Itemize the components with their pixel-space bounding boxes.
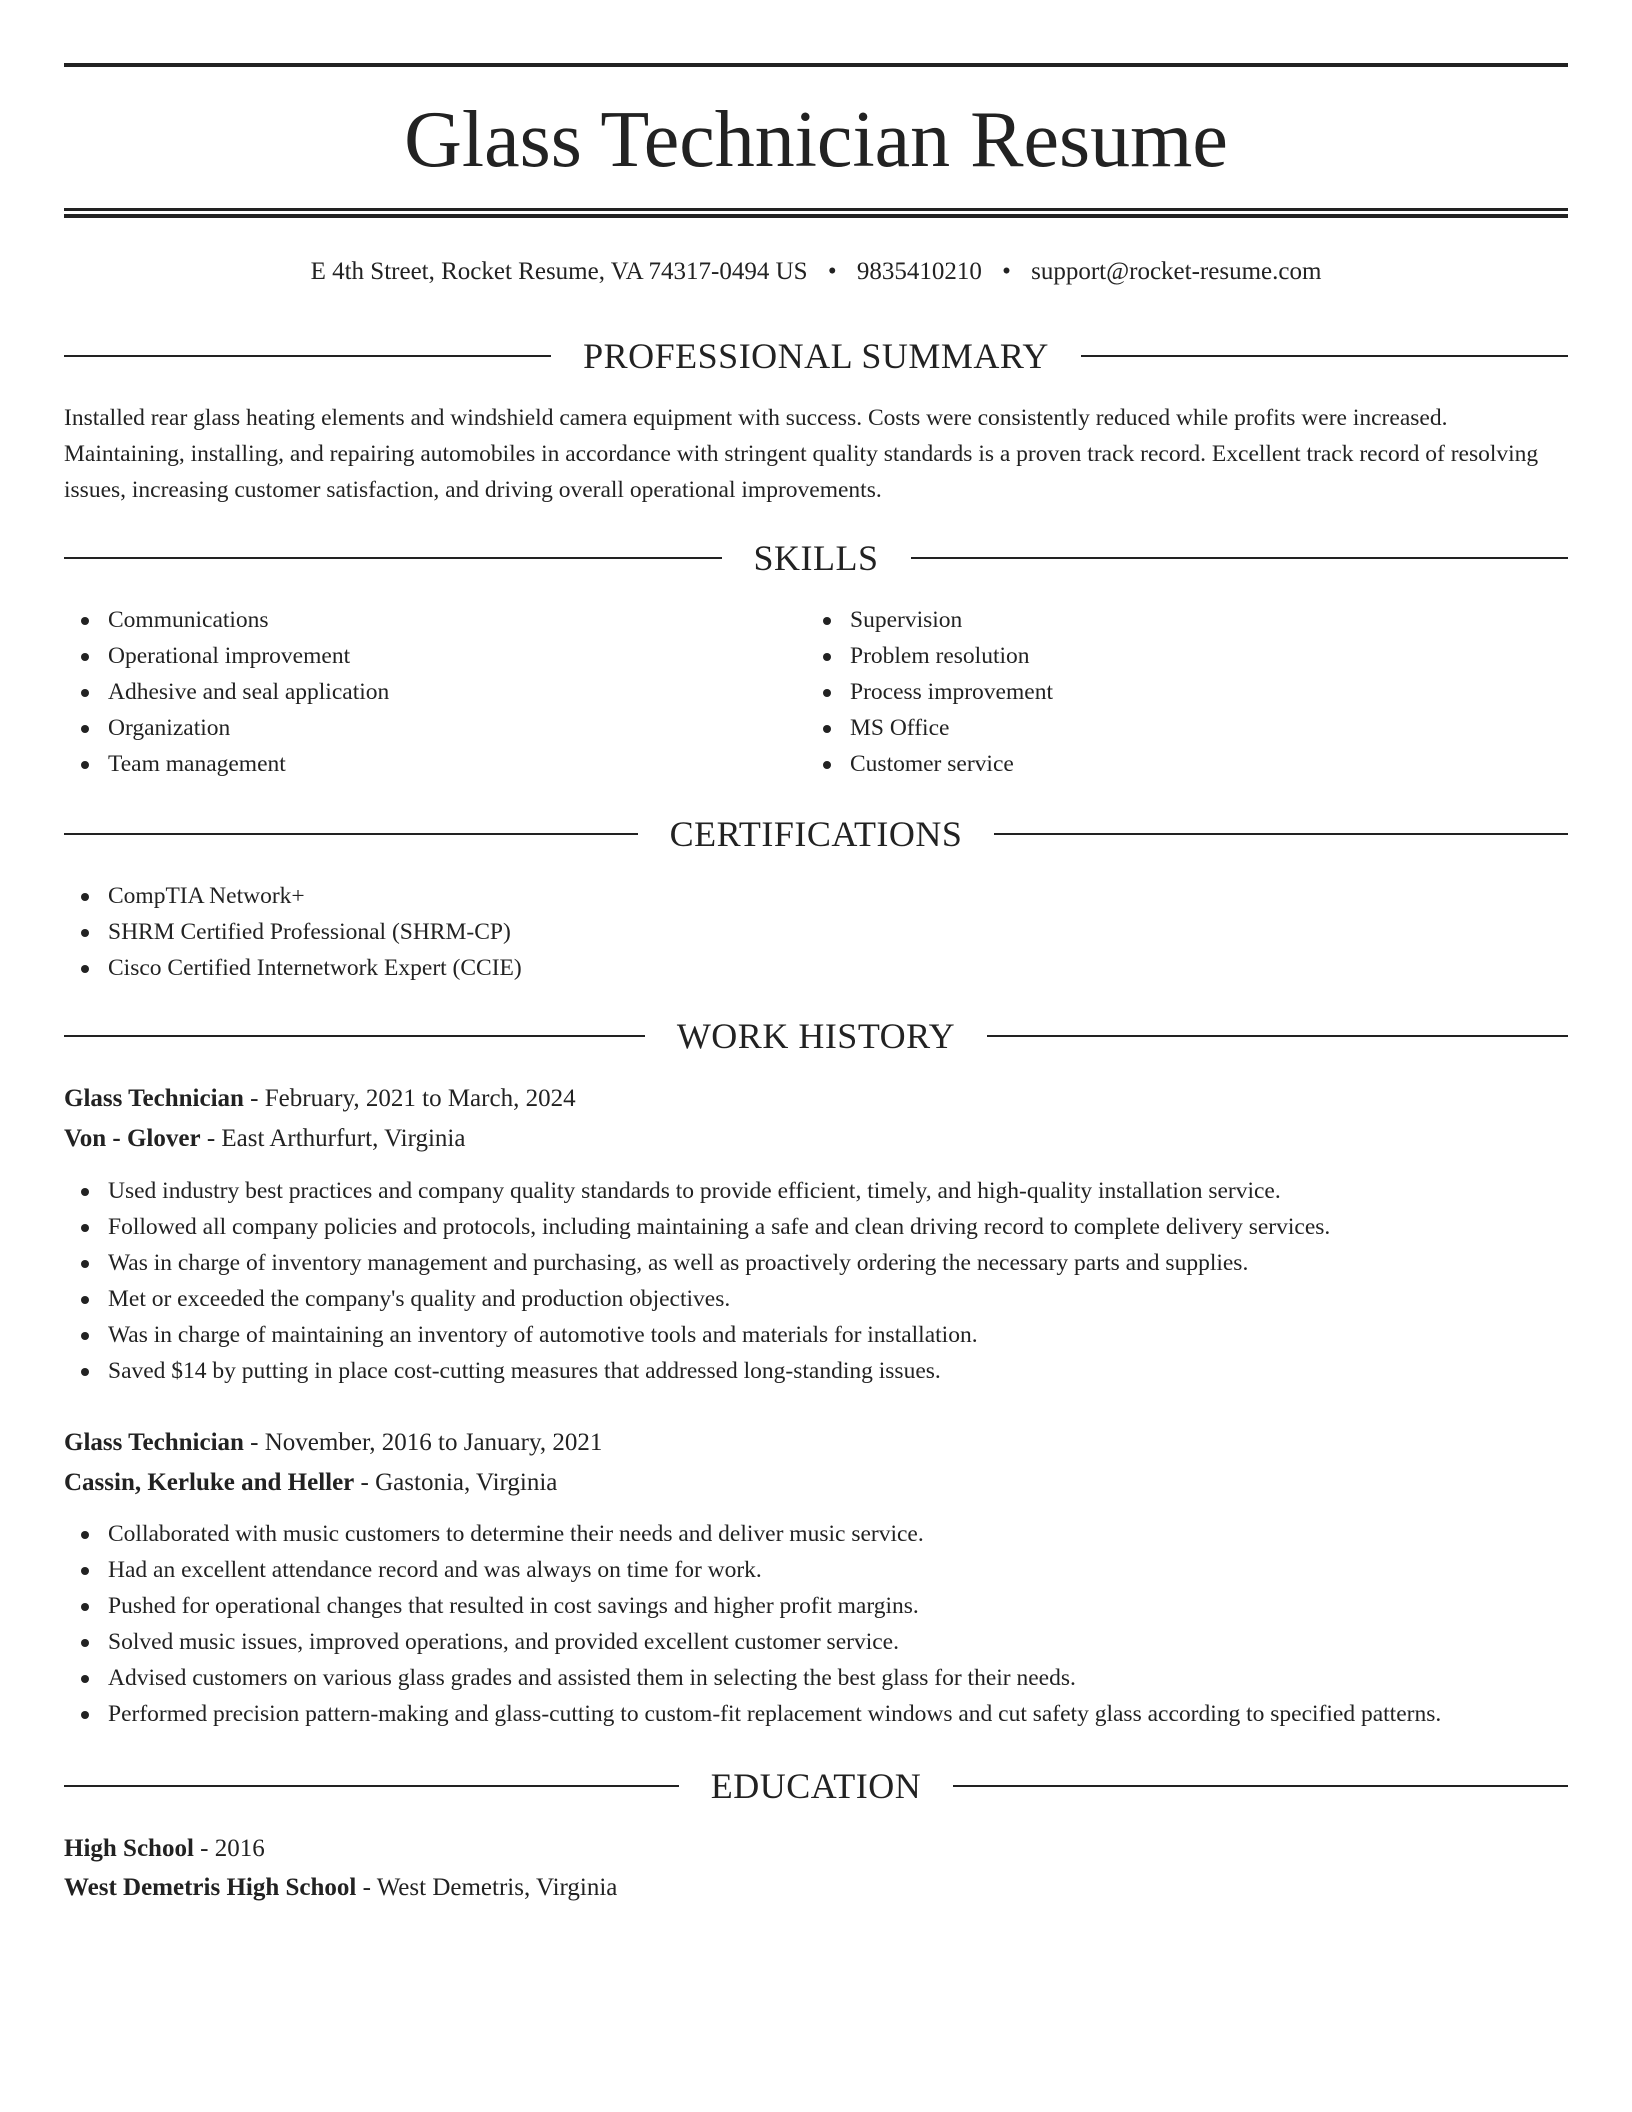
job-duty-item: Was in charge of inventory management and purchasing, as well as proactively ordering the necessary parts and supplies. (64, 1245, 1568, 1281)
contact-line (64, 254, 1568, 290)
section-title-work-history: WORK HISTORY (676, 1016, 956, 1056)
skill-item: Team management (64, 746, 804, 782)
job-duty-item: Followed all company policies and protocols, including maintaining a safe and clean driving record to complete delivery services. (64, 1209, 1568, 1245)
job-duty-item: Met or exceeded the company's quality and production objectives. (64, 1281, 1568, 1317)
section-divider (64, 355, 551, 357)
job-duty-item: Had an excellent attendance record and was always on time for work. (64, 1552, 1568, 1588)
section-header-work-history (64, 1014, 1568, 1058)
skill-item: Communications (64, 602, 804, 638)
job-duty-item: Solved music issues, improved operations, and provided excellent customer service. (64, 1624, 1568, 1660)
section-divider (64, 833, 638, 835)
education-location: - West Demetris, Virginia (356, 1874, 618, 1901)
certification-item: SHRM Certified Professional (SHRM-CP) (64, 914, 1568, 950)
job-location: - East Arthurfurt, Virginia (200, 1125, 466, 1152)
section-title-certifications: CERTIFICATIONS (669, 814, 963, 854)
job-location: - Gastonia, Virginia (354, 1469, 558, 1496)
section-title-summary: PROFESSIONAL SUMMARY (583, 336, 1049, 376)
contact-address: E 4th Street, Rocket Resume, VA 74317-0494 US (310, 258, 808, 285)
section-header-education (64, 1764, 1568, 1808)
section-divider (64, 1785, 679, 1787)
education-school-line (64, 1869, 1568, 1907)
education-degree-line (64, 1830, 1568, 1868)
section-header-summary (64, 334, 1568, 378)
skill-item: Organization (64, 710, 804, 746)
skill-item: Problem resolution (806, 638, 1546, 674)
certification-item: Cisco Certified Internetwork Expert (CCIE) (64, 950, 1568, 986)
certifications-list (64, 878, 1568, 986)
section-divider (994, 833, 1568, 835)
job-position: Glass Technician (64, 1429, 244, 1456)
section-divider (987, 1035, 1568, 1037)
job-duty-item: Pushed for operational changes that resulted in cost savings and higher profit margins. (64, 1588, 1568, 1624)
professional-summary-text: Installed rear glass heating elements and windshield camera equipment with success. Costs were consistently reduced while profits were increased. Maintaining, installing, and repairing automobiles in accordance with stringent quality standards is a proven track record. Excellent track record of resolving issues, increasing customer satisfaction, and driving overall operational improvements. (64, 405, 1539, 503)
skill-item: Process improvement (806, 674, 1546, 710)
section-header-skills (64, 536, 1568, 580)
resume-title: Glass Technician Resume (404, 96, 1228, 184)
section-divider (64, 1035, 645, 1037)
job-dates: - February, 2021 to March, 2024 (243, 1085, 576, 1112)
skill-item: Operational improvement (64, 638, 804, 674)
contact-phone: 9835410210 (856, 258, 982, 285)
skill-item: Customer service (806, 746, 1546, 782)
job-company-line (64, 1464, 1568, 1502)
contact-separator: • (1002, 258, 1011, 285)
section-title-skills: SKILLS (753, 538, 879, 578)
job-dates: - November, 2016 to January, 2021 (243, 1429, 603, 1456)
certification-item: CompTIA Network+ (64, 878, 1568, 914)
section-divider (953, 1785, 1568, 1787)
job-duty-item: Collaborated with music customers to determine their needs and deliver music service. (64, 1516, 1568, 1552)
skills-list-right (806, 602, 1546, 782)
job-company-line (64, 1120, 1568, 1158)
section-divider (64, 557, 722, 559)
skill-item: Adhesive and seal application (64, 674, 804, 710)
section-divider (1081, 355, 1568, 357)
job-duty-item: Was in charge of maintaining an inventory of automotive tools and materials for installation. (64, 1317, 1568, 1353)
job-company: Cassin, Kerluke and Heller (64, 1469, 355, 1496)
section-title-education: EDUCATION (710, 1766, 922, 1806)
job-company: Von - Glover (64, 1125, 201, 1152)
top-rule (64, 63, 1568, 67)
job-duties-list (64, 1173, 1568, 1389)
job-duty-item: Used industry best practices and company quality standards to provide efficient, timely, and high-quality installation service. (64, 1173, 1568, 1209)
education-year: - 2016 (193, 1835, 265, 1862)
job-title-line (64, 1424, 1568, 1462)
skill-item: Supervision (806, 602, 1546, 638)
education-school: West Demetris High School (64, 1874, 357, 1901)
job-duty-item: Saved $14 by putting in place cost-cutting measures that addressed long-standing issues. (64, 1353, 1568, 1389)
job-title-line (64, 1080, 1568, 1118)
job-duty-item: Performed precision pattern-making and glass-cutting to custom-fit replacement windows and cut safety glass according to specified patterns. (64, 1696, 1568, 1732)
education-degree: High School (64, 1835, 194, 1862)
title-double-rule (64, 208, 1568, 218)
job-position: Glass Technician (64, 1085, 244, 1112)
section-header-certifications (64, 812, 1568, 856)
skill-item: MS Office (806, 710, 1546, 746)
job-duties-list (64, 1516, 1568, 1732)
contact-separator: • (827, 258, 837, 285)
section-divider (911, 557, 1569, 559)
contact-email: support@rocket-resume.com (1031, 258, 1322, 285)
job-duty-item: Advised customers on various glass grades and assisted them in selecting the best glass for their needs. (64, 1660, 1568, 1696)
skills-list-left (64, 602, 804, 782)
